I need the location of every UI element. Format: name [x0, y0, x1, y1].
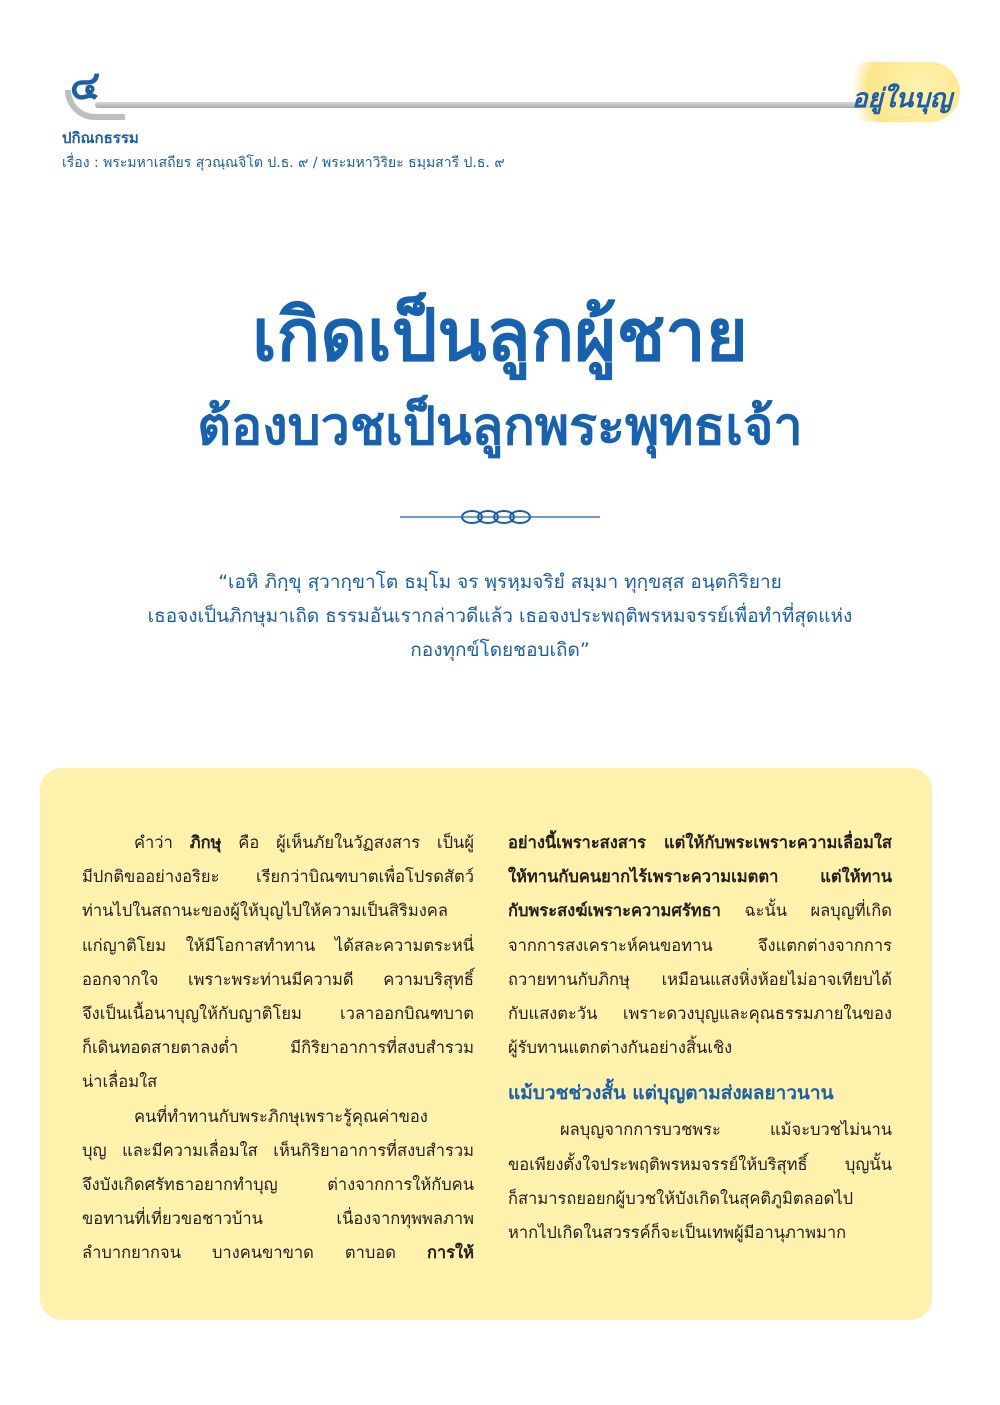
- paragraph-line: ขอเพียงตั้งใจประพฤติพรหมจรรย์ให้บริสุทธิ์ บุญนั้น: [508, 1154, 892, 1174]
- paragraph-line: แก่ญาติโยม ให้มีโอกาสทำทาน ได้สละความตระหนี่: [82, 935, 474, 955]
- section-subheading: แม้บวชช่วงสั้น แต่บุญตามส่งผลยาวนาน: [508, 1082, 834, 1105]
- magazine-logo: [830, 62, 960, 122]
- paragraph-line: ลำบากยากจน บางคนขาขาด ตาบอด การให้: [82, 1243, 474, 1263]
- paragraph-line: บุญ และมีความเลื่อมใส เห็นกิริยาอาการที่สงบสำรวม: [82, 1140, 474, 1160]
- quote-line: กองทุกข์โดยชอบเถิด”: [410, 639, 590, 661]
- quote-line: “เอหิ ภิกฺขุ สฺวากฺขาโต ธมฺโม จร พฺรหฺมจริยํ สมฺมา ทุกฺขสฺส อนฺตกิริยาย: [218, 571, 782, 593]
- paragraph-line: อย่างนี้เพราะสงสาร แต่ให้กับพระเพราะความเลื่อมใส: [508, 833, 892, 852]
- bold-term: ภิกษุ: [189, 833, 222, 852]
- section-label: ปกิณกธรรม: [62, 129, 139, 147]
- quote-line: เธอจงเป็นภิกษุมาเถิด ธรรมอันเรากล่าวดีแล้ว เธอจงประพฤติพรหมจรรย์เพื่อทำที่สุดแห่ง: [147, 605, 853, 627]
- page-header: [40, 62, 960, 116]
- logo-text: อยู่ในบุญ: [852, 84, 952, 114]
- bold-phrase: การให้: [426, 1243, 474, 1263]
- paragraph-line: จากการสงเคราะห์คนขอทาน จึงแตกต่างจากการ: [508, 935, 892, 955]
- bold-phrase: กับพระสงฆ์เพราะความศรัทธา: [508, 901, 721, 921]
- body-column-right: [508, 826, 892, 1250]
- body-column-left: [82, 826, 474, 1270]
- paragraph-line: ให้ทานกับคนยากไร้เพราะความเมตตา แต่ให้ทาน: [508, 867, 892, 887]
- paragraph-line: มีปกติขออย่างอริยะ เรียกว่าบิณฑบาตเพื่อโปรดสัตว์: [82, 867, 474, 887]
- paragraph-line: ขอทานที่เที่ยวขอชาวบ้าน เนื่องจากทุพพลภาพ: [82, 1209, 474, 1229]
- paragraph-line: ผลบุญจากการบวชพระ แม้จะบวชไม่นาน: [560, 1120, 892, 1140]
- paragraph-line: ก็สามารถยอยกผู้บวชให้บังเกิดในสุคติภูมิตลอดไป: [508, 1188, 854, 1208]
- paragraph-line: คนที่ทำทานกับพระภิกษุเพราะรู้คุณค่าของ: [134, 1106, 428, 1126]
- paragraph-line: ผู้รับทานแตกต่างกันอย่างสิ้นเชิง: [508, 1038, 733, 1058]
- paragraph-line: ก็เดินทอดสายตาลงต่ำ มีกิริยาอาการที่สงบสำรวม: [82, 1038, 474, 1058]
- article-title-line2: ต้องบวชเป็นลูกพระพุทธเจ้า: [197, 397, 803, 457]
- paragraph-line: จึงบังเกิดศรัทธาอยากทำบุญ ต่างจากการให้กับคน: [82, 1174, 474, 1194]
- article-title-line1: เกิดเป็นลูกผู้ชาย: [252, 293, 748, 377]
- paragraph-line: ออกจากใจ เพราะพระท่านมีความดี ความบริสุทธิ์: [82, 969, 474, 989]
- paragraph-line: จึงเป็นเนื้อนาบุญให้กับญาติโยม เวลาออกบิณฑบาต: [82, 1003, 474, 1023]
- pali-quote: [90, 565, 910, 667]
- paragraph-line: กับพระสงฆ์เพราะความศรัทธา ฉะนั้น ผลบุญที่เกิด: [508, 901, 892, 921]
- paragraph-line: น่าเลื่อมใส: [82, 1072, 158, 1092]
- page-number: ๔: [70, 63, 101, 109]
- paragraph-line: ท่านไปในสถานะของผู้ให้บุญไปให้ความเป็นสิริมงคล: [82, 901, 448, 921]
- paragraph-line: ถวายทานกับภิกษุ เหมือนแสงหิ่งห้อยไม่อาจเทียบได้: [508, 969, 892, 989]
- paragraph-line: กับแสงตะวัน เพราะดวงบุญและคุณธรรมภายในของ: [508, 1003, 892, 1023]
- paragraph-line: หากไปเกิดในสวรรค์ก็จะเป็นเทพผู้มีอานุภาพมาก: [508, 1222, 847, 1242]
- title-ornament-divider: [400, 506, 600, 528]
- paragraph-line: คำว่า ภิกษุ คือ ผู้เห็นภัยในวัฏสงสาร เป็นผู้: [134, 833, 474, 852]
- author-byline: เรื่อง : พระมหาเสถียร สุวณฺณจิโต ป.ธ. ๙ / พระมหาวิริยะ ธมฺมสารี ป.ธ. ๙: [62, 155, 505, 171]
- header-rule: [95, 102, 875, 108]
